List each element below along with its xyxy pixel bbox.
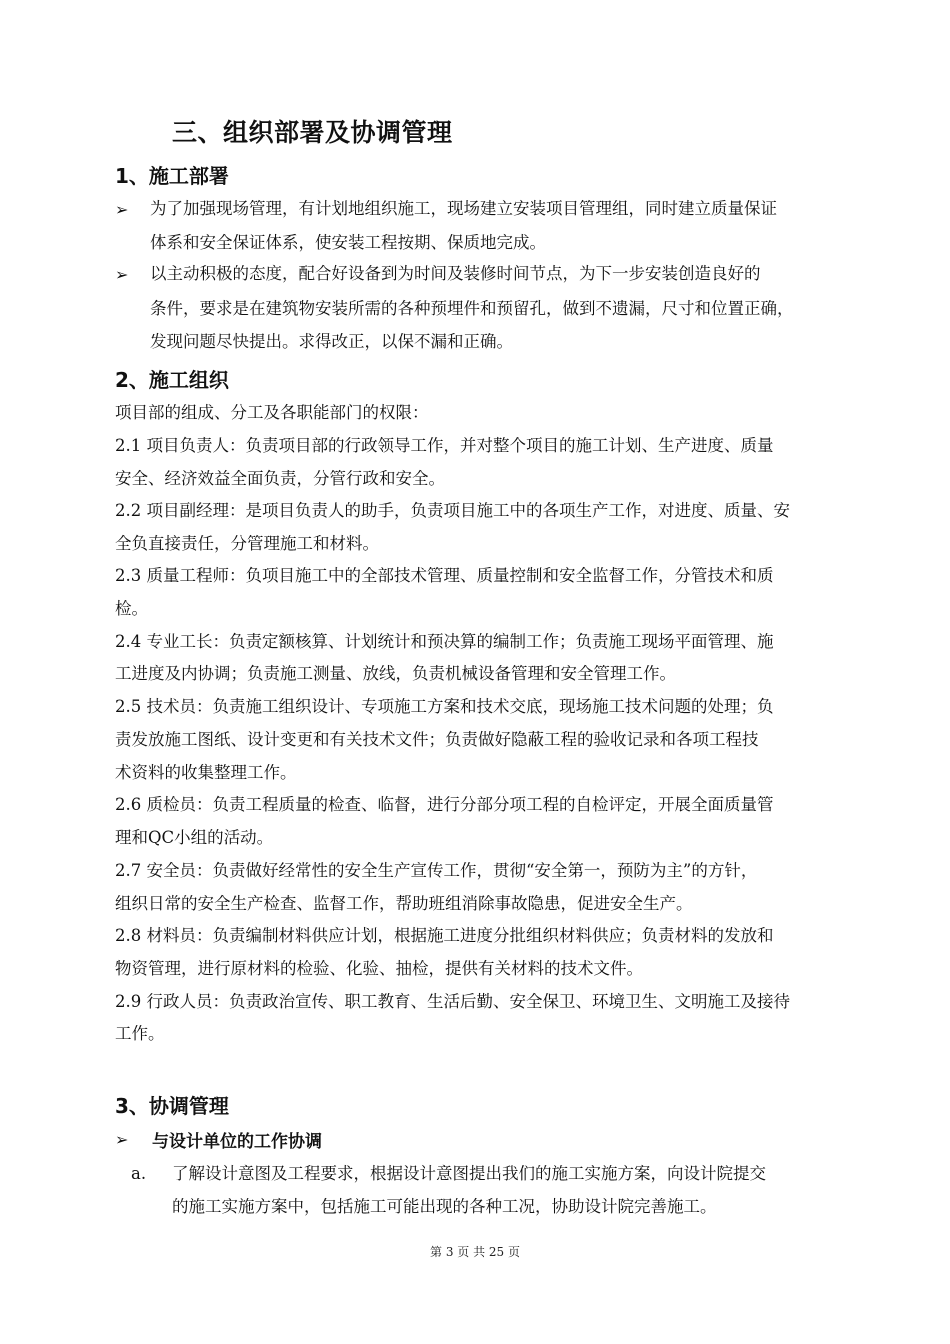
list-item-line: 安全、经济效益全面负责，分管行政和安全。: [115, 469, 445, 488]
page-footer: 第 3 页 共 25 页: [430, 1245, 520, 1259]
bullet-text-line: 发现问题尽快提出。求得改正，以保不漏和正确。: [150, 332, 513, 351]
list-item-line: 工进度及内协调；负责施工测量、放线，负责机械设备管理和安全管理工作。: [115, 664, 676, 683]
arrow-bullet-icon: ➢: [115, 1130, 129, 1149]
section-heading-deployment: 1、施工部署: [115, 164, 229, 188]
bullet-text-line: 条件，要求是在建筑物安装所需的各种预埋件和预留孔，做到不遗漏，尺寸和位置正确，: [150, 299, 794, 318]
arrow-bullet-icon: ➢: [115, 200, 129, 219]
list-item-line: 2.3 质量工程师：负项目施工中的全部技术管理、质量控制和安全监督工作，分管技术和质: [115, 566, 774, 585]
section-heading-coordination: 3、协调管理: [115, 1094, 229, 1118]
list-item-line: 理和QC小组的活动。: [115, 828, 274, 847]
list-item-line: 2.6 质检员：负责工程质量的检查、临督，进行分部分项工程的自检评定，开展全面质量管: [115, 795, 774, 814]
list-item-line: 2.1 项目负责人：负责项目部的行政领导工作，并对整个项目的施工计划、生产进度、质量: [115, 436, 774, 455]
list-item-line: 2.8 材料员：负责编制材料供应计划，根据施工进度分批组织材料供应；负责材料的发放和: [115, 926, 774, 945]
subheading-design-coordination: 与设计单位的工作协调: [152, 1132, 322, 1152]
section-heading-organization: 2、施工组织: [115, 368, 229, 392]
bullet-text-line: 为了加强现场管理，有计划地组织施工，现场建立安装项目管理组，同时建立质量保证: [150, 199, 777, 218]
chapter-title: 三、组织部署及协调管理: [172, 118, 453, 147]
list-item-line: 2.5 技术员：负责施工组织设计、专项施工方案和技术交底，现场施工技术问题的处理；负: [115, 697, 774, 716]
bullet-text-line: 体系和安全保证体系，使安装工程按期、保质地完成。: [150, 233, 546, 252]
list-item-line: 了解设计意图及工程要求，根据设计意图提出我们的施工实施方案，向设计院提交: [172, 1164, 766, 1183]
list-item-line: 的施工实施方案中，包括施工可能出现的各种工况，协助设计院完善施工。: [172, 1197, 717, 1216]
list-item-line: 全负直接责任，分管理施工和材料。: [115, 534, 379, 553]
list-item-line: 2.9 行政人员：负责政治宣传、职工教育、生活后勤、安全保卫、环境卫生、文明施工及接待: [115, 992, 790, 1011]
list-item-line: 组织日常的安全生产检查、监督工作，帮助班组消除事故隐患，促进安全生产。: [115, 894, 693, 913]
list-item-line: 工作。: [115, 1024, 165, 1043]
list-item-line: 术资料的收集整理工作。: [115, 763, 297, 782]
list-item-line: 物资管理，进行原材料的检验、化验、抽检，提供有关材料的技术文件。: [115, 959, 643, 978]
list-item-line: 2.2 项目副经理：是项目负责人的助手，负责项目施工中的各项生产工作，对进度、质量、安: [115, 501, 790, 520]
list-item-line: 责发放施工图纸、设计变更和有关技术文件；负责做好隐蔽工程的验收记录和各项工程技: [115, 730, 759, 749]
list-item-line: 2.7 安全员：负责做好经常性的安全生产宣传工作，贯彻“安全第一，预防为主”的方针，: [115, 861, 758, 880]
list-item-line: 检。: [115, 599, 148, 618]
arrow-bullet-icon: ➢: [115, 265, 129, 284]
bullet-text-line: 以主动积极的态度，配合好设备到为时间及装修时间节点，为下一步安装创造良好的: [150, 264, 761, 283]
list-item-line: 2.4 专业工长：负责定额核算、计划统计和预决算的编制工作；负责施工现场平面管理、施: [115, 632, 774, 651]
section-intro: 项目部的组成、分工及各职能部门的权限：: [115, 403, 429, 422]
list-marker: a.: [131, 1164, 147, 1183]
